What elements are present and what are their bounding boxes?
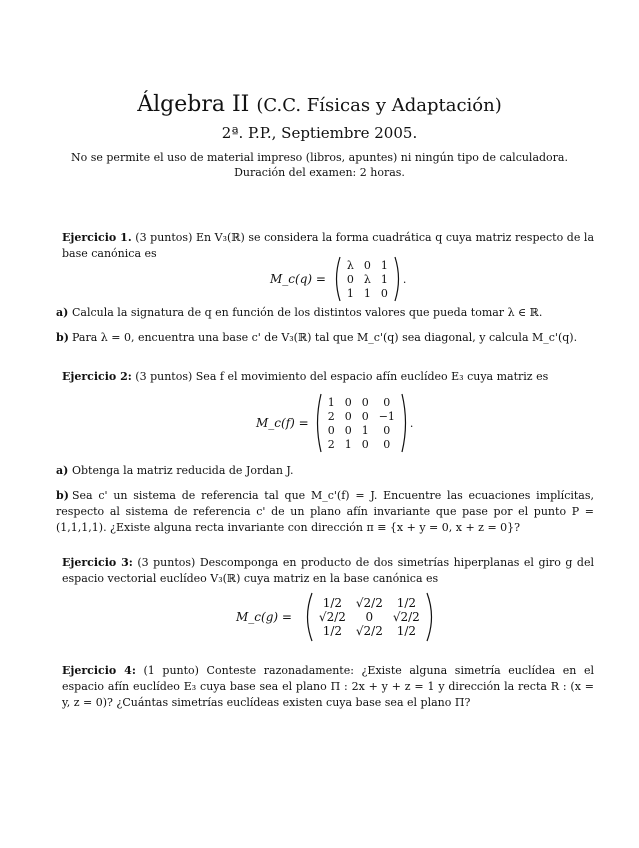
matrix-cell: 0 <box>344 395 352 409</box>
exercise-2 <box>62 369 594 385</box>
duration-note: Duración del examen: 2 horas. <box>234 166 405 179</box>
matrix-3-table <box>314 596 425 638</box>
matrix-cell: √2/2 <box>355 596 383 610</box>
matrix-cell: √2/2 <box>392 610 420 624</box>
part-text: Para λ = 0, encuentra una base c' de V₃(ℝ) tal que M_c'(q) sea diagonal, y calcula M_c'(q). <box>72 331 578 344</box>
matrix-cell: 0 <box>365 610 374 624</box>
rules-note: No se permite el uso de material impreso (libros, apuntes) ni ningún tipo de calculadora. <box>71 151 568 164</box>
matrix-row <box>314 596 425 610</box>
exercise-3 <box>62 555 594 587</box>
matrix-cell: 1/2 <box>396 624 416 638</box>
matrix-2-table <box>323 395 400 451</box>
matrix-cell: 0 <box>380 286 388 300</box>
matrix-3-label: M_c(g) = <box>236 610 292 624</box>
matrix-1-right-paren <box>393 256 403 302</box>
matrix-cell: √2/2 <box>355 624 383 638</box>
exercise-2-text: (3 puntos) Sea f el movimiento del espacio afín euclídeo E₃ cuya matriz es <box>135 370 549 383</box>
matrix-cell: 1/2 <box>396 596 416 610</box>
exercise-4 <box>62 663 594 711</box>
matrix-cell: 0 <box>383 423 391 437</box>
matrix-cell: 0 <box>361 437 369 451</box>
matrix-cell: 0 <box>361 395 369 409</box>
matrix-cell: 0 <box>344 409 352 423</box>
matrix-cell: 1/2 <box>322 596 343 610</box>
matrix-cell: λ <box>363 272 371 286</box>
matrix-2-left-paren <box>313 393 323 453</box>
matrix-cell: 1/2 <box>322 624 343 638</box>
matrix-cell: 0 <box>383 437 391 451</box>
matrix-row <box>342 258 393 272</box>
matrix-row <box>323 395 400 409</box>
exercise-2-part-b <box>56 488 594 536</box>
matrix-1: M_c(q) = λ 0 1 0 λ 1 1 1 0 . <box>270 256 406 302</box>
matrix-1-left-paren <box>332 256 342 302</box>
title-main: Álgebra II <box>137 92 250 117</box>
part-label: b) <box>56 489 69 502</box>
matrix-3-right-paren <box>425 592 437 642</box>
matrix-3-left-paren <box>302 592 314 642</box>
matrix-cell: 2 <box>327 437 335 451</box>
exercise-2-label: Ejercicio 2: <box>62 370 132 383</box>
matrix-2: M_c(f) = 1 0 0 0 2 0 0 −1 0 0 1 0 2 1 0 0 . <box>256 393 413 453</box>
matrix-cell: 1 <box>380 272 388 286</box>
matrix-1-label: M_c(q) = <box>270 272 326 286</box>
matrix-cell: −1 <box>378 409 395 423</box>
exercise-3-label: Ejercicio 3: <box>62 556 133 569</box>
part-text: Sea c' un sistema de referencia tal que M_c'(f) = J. Encuentre las ecuaciones implícitas, respecto al sistema de referencia c' de un plano afín invariante que pase por el punto P = (1,1,1,1). ¿Existe alguna recta invariante con dirección π ≡ {x + y = 0, x + z = 0}? <box>56 489 594 534</box>
matrix-2-right-paren <box>400 393 410 453</box>
title-sub: (C.C. Físicas y Adaptación) <box>256 95 502 116</box>
part-text: Obtenga la matriz reducida de Jordan J. <box>72 464 294 477</box>
exercise-2-part-a <box>56 463 594 479</box>
matrix-row <box>314 624 425 638</box>
part-label: a) <box>56 306 69 319</box>
matrix-row <box>314 610 425 624</box>
matrix-row <box>323 423 400 437</box>
matrix-cell: 0 <box>361 409 369 423</box>
matrix-cell: √2/2 <box>318 610 346 624</box>
matrix-cell: 1 <box>380 258 388 272</box>
matrix-3 <box>236 592 437 642</box>
matrix-cell: 1 <box>363 286 371 300</box>
matrix-cell: λ <box>346 258 354 272</box>
matrix-cell: 1 <box>327 395 335 409</box>
exercise-3-text: (3 puntos) Descomponga en producto de dos simetrías hiperplanas el giro g del espacio vectorial euclídeo V₃(ℝ) cuya matriz en la base canónica es <box>62 556 595 585</box>
exercise-4-label: Ejercicio 4: <box>62 664 136 677</box>
matrix-cell: 1 <box>346 286 354 300</box>
part-text: Calcula la signatura de q en función de los distintos valores que pueda tomar λ ∈ ℝ. <box>72 306 543 319</box>
matrix-1-table <box>342 258 393 300</box>
matrix-cell: 0 <box>346 272 354 286</box>
exercise-1-part-b <box>56 330 594 346</box>
matrix-row <box>323 437 400 451</box>
matrix-cell: 0 <box>327 423 335 437</box>
matrix-row <box>342 286 393 300</box>
part-label: a) <box>56 464 69 477</box>
matrix-cell: 0 <box>344 423 352 437</box>
exam-subtitle: 2ª. P.P., Septiembre 2005. <box>221 124 418 142</box>
matrix-cell: 1 <box>361 423 369 437</box>
matrix-cell: 2 <box>327 409 335 423</box>
matrix-cell: 0 <box>363 258 371 272</box>
exercise-1-label: Ejercicio 1. <box>62 231 132 244</box>
page-title <box>0 92 639 117</box>
matrix-row <box>323 409 400 423</box>
exercise-1-text: (3 puntos) En V₃(ℝ) se considera la forma cuadrática q cuya matriz respecto de la base canónica es <box>62 231 595 260</box>
matrix-cell: 0 <box>383 395 391 409</box>
matrix-row <box>342 272 393 286</box>
part-label: b) <box>56 331 69 344</box>
exercise-1-part-a <box>56 305 594 321</box>
matrix-cell: 1 <box>344 437 352 451</box>
matrix-2-label: M_c(f) = <box>256 416 309 430</box>
exercise-4-text: (1 punto) Conteste razonadamente: ¿Existe alguna simetría euclídea en el espacio afín euclídeo E₃ cuya base sea el plano Π : 2x + y + z = 1 y dirección la recta R : (x = y, z = 0)? ¿Cuántas simetrías euclídeas existen cuya base sea el plano Π? <box>62 664 594 709</box>
